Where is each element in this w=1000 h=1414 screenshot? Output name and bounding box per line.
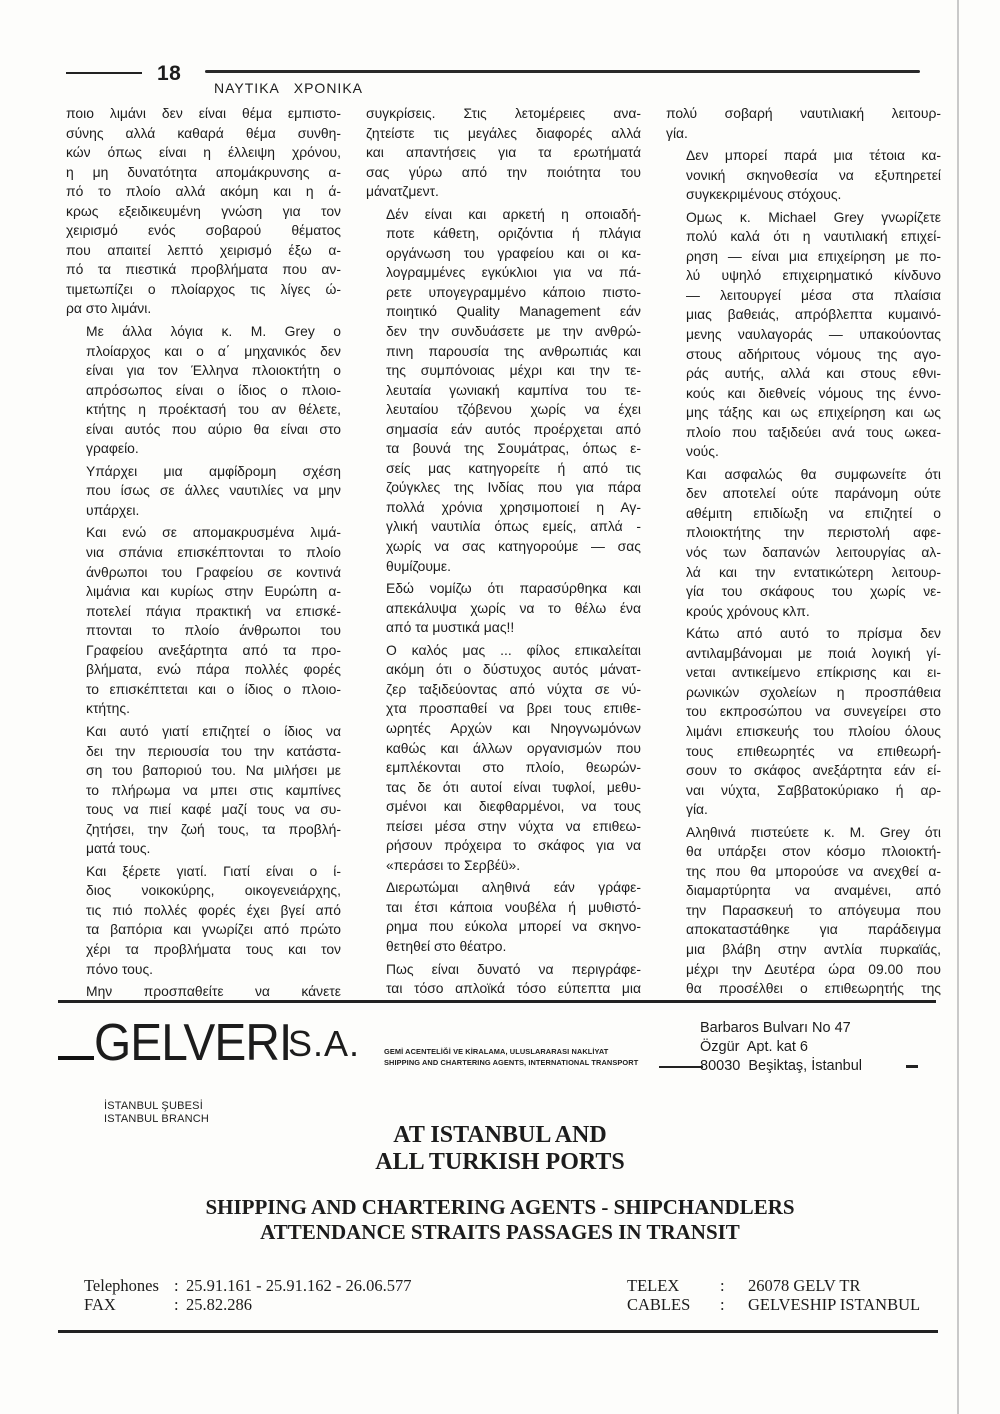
text-line: μιας βαθειάς, απρόβλεπτα κυμαινό- <box>686 306 941 323</box>
text-line: σας γύρω από την ποιότητα του <box>366 163 641 180</box>
article-paragraph <box>366 641 641 876</box>
text-line: καθώς και άλλων οργανισμών που <box>386 739 641 756</box>
contacts-phone-fax <box>84 1277 412 1314</box>
contact-value: 25.91.161 - 25.91.162 - 26.06.577 <box>186 1276 412 1295</box>
text-line: ποιητικό Quality Management εάν <box>386 303 641 320</box>
text-line: χειρισμό ενός σοβαρού θέματος <box>66 222 341 239</box>
text-line: Διερωτώμαι αληθινά εάν γράφε- <box>386 879 641 896</box>
text-line: πό τα πιεστικά προβλήματα που αν- <box>66 261 341 278</box>
text-line: — λειτουργεί μέσα στα πλαίσια <box>686 286 941 303</box>
text-line: πολύ καλά ότι η ναυτιλιακή επιχεί- <box>686 228 941 245</box>
article-paragraph <box>366 205 641 576</box>
ad-rule-top <box>58 1000 936 1003</box>
text-line: συγκεκριμένους στόχους. <box>686 186 842 203</box>
text-line: Πως είναι δυνατό να περιγράφε- <box>386 960 641 977</box>
article-paragraph <box>66 104 341 319</box>
text-line: ρα στο λιμάνι. <box>66 300 152 317</box>
text-line: μια βλάβη στην αντλία πυρκαϊάς, <box>686 940 941 957</box>
address-line: 80030 Beşiktaş, İstanbul <box>700 1058 863 1074</box>
text-line: νός των δαπανών λειτουργίας αλ- <box>686 544 941 561</box>
branch-turkish: İSTANBUL ŞUBESİ <box>104 1100 203 1112</box>
tagline-english: SHIPPING AND CHARTERING AGENTS, INTERNATIONAL TRANSPORT <box>384 1058 639 1067</box>
text-line: γία. <box>686 801 708 818</box>
text-line: άνθρωποι του Γραφείου σε κοντινά <box>86 563 341 580</box>
text-line: η μη δυνατότητα απομάκρυνσης α- <box>66 163 341 180</box>
text-line: ποτε κάθετη, οριζόντια ή πλάγια <box>386 225 641 242</box>
tagline-turkish: GEMİ ACENTELİĞİ VE KİRALAMA, ULUSLARARASI NAKLİYAT <box>384 1047 609 1056</box>
text-line: ζερ ταξιδεύοντας από νύχτα σε νύ- <box>386 680 641 697</box>
text-line: ρηση — είναι μια επιχείρηση με πο- <box>686 247 941 264</box>
text-line: εμπλέκονται στο πλοίο, θεωρών- <box>386 759 641 776</box>
text-line: που απαιτεί λεπτό χειρισμό έξω α- <box>66 241 341 258</box>
text-line: οργάνωση του γραφείου και οι κα- <box>386 244 641 261</box>
text-line: γία του σκάφους του χωρίς νε- <box>686 583 941 600</box>
address-line: Barbaros Bulvarı No 47 <box>700 1020 851 1036</box>
text-line: λιμάνια και κυρίως στην Ευρώπη α- <box>86 583 341 600</box>
contact-label: CABLES <box>627 1294 691 1314</box>
text-line: θα προσέλθει ο επιθεωρητής της <box>686 980 941 997</box>
headline-line: SHIPPING AND CHARTERING AGENTS - SHIPCHANDLERS <box>205 1195 795 1219</box>
text-line: λύ υψηλό επιχειρηματικό κίνδυνο <box>686 267 941 284</box>
contact-colon: : <box>174 1294 179 1314</box>
text-line: μάνατζμεντ. <box>366 183 439 200</box>
text-line: τους να πιεί καφέ μαζί τους να συ- <box>86 801 341 818</box>
text-line: ακόμη ότι ο δύστυχος αυτός μάνατ- <box>386 661 641 678</box>
company-logo: GELVERI <box>94 1014 292 1072</box>
article-paragraph <box>66 722 341 859</box>
article-paragraph <box>66 322 341 459</box>
header-rule-left <box>66 72 142 74</box>
text-line: απεκάλυψα χωρίς να το θέλω ένα <box>386 599 641 616</box>
text-line: τα βαπόρια και γνωρίζει από πρώτο <box>86 921 341 938</box>
text-line: χέρι τα προβλήματα τους και τον <box>86 940 341 957</box>
text-line: λευταίου τζόβενου χωρίς να έχει <box>386 401 641 418</box>
article-paragraph <box>66 862 341 979</box>
text-line: που ίσως σε άλλες ναυτιλίες να μην <box>86 482 341 499</box>
contact-colon: : <box>720 1276 725 1295</box>
text-line: είναι για τον Έλληνα πλοιοκτήτη ο <box>86 362 341 379</box>
text-line: νια σπάνια επισκέπτονται το πλοίο <box>86 544 341 561</box>
headline-line: AT ISTANBUL AND <box>393 1122 607 1148</box>
contacts-telex-cables <box>627 1277 920 1314</box>
text-line: τις πιό πολλές φορές έχει βγεί από <box>86 901 341 918</box>
text-line: ται τόσο απλοϊκά τόσο εύπεπτα μια <box>386 980 641 997</box>
text-line: λογραμμένες εγκύκλιοι για να πά- <box>386 264 641 281</box>
text-line: ρημα που εύκολα μπορεί να σκηνο- <box>386 918 641 935</box>
text-line: υπάρχει. <box>86 501 140 518</box>
contact-colon: : <box>174 1276 179 1295</box>
text-line: σημασία εάν αυτός προέρχεται από <box>386 420 641 437</box>
ad-headline-services <box>0 1195 1000 1245</box>
text-line: θα υπάρξει στον κόσμο πλοιοκτή- <box>686 843 941 860</box>
contact-row-cables <box>627 1296 920 1315</box>
text-line: απρόσωπος είναι ο ίδιος ο πλοιο- <box>86 381 341 398</box>
headline-line: ATTENDANCE STRAITS PASSAGES IN TRANSIT <box>260 1220 740 1244</box>
text-line: πείσει μέσα στην νύχτα να επιθεω- <box>386 817 641 834</box>
article-paragraph <box>666 104 941 143</box>
contact-value: 26078 GELV TR <box>748 1276 861 1295</box>
text-line: ζητείστε τις μεγάλες διαφορές αλλά <box>366 124 641 141</box>
text-line: το πλήρωμα να μπει στις καμπίνες <box>86 781 341 798</box>
text-line: πινη παρουσία της ανθρωπιάς και <box>386 342 641 359</box>
article-paragraph <box>66 523 341 718</box>
text-line: αντιλαμβάνομαι με ποιά λογική γί- <box>686 644 941 661</box>
text-line: από τα μυστικά μας!! <box>386 619 515 636</box>
text-line: διος νοικοκύρης, οικογενειάρχης, <box>86 882 341 899</box>
text-line: πλοίο που ταξιδεύει ανά τους ωκεα- <box>686 423 941 440</box>
text-line: ωρητές Αρχών και Νηογνωμόνων <box>386 719 641 736</box>
publication-title: ΝΑΥΤΙΚΑ ΧΡΟΝΙΚΑ <box>214 80 364 96</box>
article-paragraph <box>66 982 341 1002</box>
text-line: του εκπροσώπου να συνεγείρει στο <box>686 703 941 720</box>
text-line: νεται αντικείμενο επίκρισης και ει- <box>686 664 941 681</box>
text-line: πολλά χρόνια χρησιμοποιεί η Αγ- <box>386 498 641 515</box>
text-line: είναι αυτός που αύριο θα είναι στο <box>86 420 341 437</box>
contact-label: FAX <box>84 1294 116 1314</box>
article-paragraph <box>366 104 641 202</box>
text-line: Ο καλός μας ... φίλος επικαλείται <box>386 641 641 658</box>
contact-value: GELVESHIP ISTANBUL <box>748 1294 921 1314</box>
text-line: ναι νύχτα, Σαββατοκύριακο ή αρ- <box>686 781 941 798</box>
header-rule-right <box>205 70 920 73</box>
text-line: σείς μας κατηγορείτε ή από τις <box>386 459 641 476</box>
text-line: γία. <box>666 124 688 141</box>
text-line: αθέμιτη επιδίωξη να επιζητεί ο <box>686 504 941 521</box>
text-line: χωρίς να σας κατηγορούμε — σας <box>386 538 641 555</box>
text-line: ση του βαποριού του. Να μιλήσει με <box>86 762 341 779</box>
logo-underline-bar <box>58 1056 94 1060</box>
text-line: θετηθεί στο θέατρο. <box>386 937 507 954</box>
text-line: κών όπως είναι η έλλειψη χρόνου, <box>66 144 341 161</box>
article-paragraph <box>666 823 941 999</box>
text-line: ποτελεί πάγια πρακτική να επισκέ- <box>86 602 341 619</box>
text-line: τιμετωπίζει ο πλοίαρχος τις λίγες ώ- <box>66 280 341 297</box>
article-paragraph <box>366 579 641 638</box>
ad-rule-bottom <box>58 1330 938 1333</box>
article-paragraph <box>666 465 941 621</box>
text-line: δεν αποτελεί ούτε παράνομη ούτε <box>686 485 941 502</box>
text-line: χτα προσπαθεί να βρει τους επιθε- <box>386 700 641 717</box>
text-line: το επισκέπτεται και ο ίδιος ο πλοιο- <box>86 680 341 697</box>
text-line: κτήτης. <box>86 700 130 717</box>
text-line: Και αυτό γιατί επιζητεί ο ίδιος να <box>86 722 341 739</box>
text-line: μης τάξης και ως επιχείρηση και ως <box>686 404 941 421</box>
address-rule-right <box>906 1065 918 1068</box>
text-line: Δεν μπορεί παρά μια τέτοια κα- <box>686 147 941 164</box>
text-line: της που θα μπορούσε να ανεχθεί α- <box>686 862 941 879</box>
address-line: Özgür Apt. kat 6 <box>700 1039 808 1055</box>
article-column-3 <box>666 104 941 999</box>
text-line: διαμαρτύρητα να αναμένει, από <box>686 882 941 899</box>
text-line: βλήματα, ενώ πάρα πολλές φορές <box>86 661 341 678</box>
text-line: πλοίαρχος και ο α΄ μηχανικός δεν <box>86 342 341 359</box>
text-line: γλική ναυτιλία όπως εμείς, απλά - <box>386 518 641 535</box>
text-line: κτήτης η προέκτασή του αν θέλετε, <box>86 401 341 418</box>
page-number: 18 <box>157 62 182 85</box>
contact-row-telex <box>627 1277 920 1296</box>
article-paragraph <box>66 462 341 521</box>
article-paragraph <box>666 146 941 205</box>
address-rule-left <box>659 1066 703 1068</box>
text-line: Εδώ νομίζω ότι παρασύρθηκα και <box>386 580 641 597</box>
text-line: σμένοι και διεφθαρμένοι, να τους <box>386 798 641 815</box>
text-line: λευταία γωνιακή καμπίνα του τε- <box>386 381 641 398</box>
text-line: Με άλλα λόγια κ. Μ. Grey ο <box>86 323 341 340</box>
text-line: Ομως κ. Michael Grey γνωρίζετε <box>686 208 941 225</box>
contact-label: TELEX <box>627 1276 680 1295</box>
contact-colon: : <box>720 1294 725 1314</box>
text-line: πό το πλοίο αλλά ακόμη και η ά- <box>66 183 341 200</box>
text-line: Και ενώ σε απομακρυσμένα λιμά- <box>86 524 341 541</box>
text-line: θυμίζουμε. <box>386 557 451 574</box>
text-line: κούς και διεθνείς νόμους της έννο- <box>686 384 941 401</box>
text-line: γραφείο. <box>86 440 139 457</box>
text-line: συγκρίσεις. Στις λετομέρειες ανα- <box>366 105 641 121</box>
article-paragraph <box>366 878 641 956</box>
text-line: της συμπόνοιας μέχρι και την τε- <box>386 362 641 379</box>
article-paragraph <box>666 208 941 462</box>
ad-headline-ports <box>0 1122 1000 1176</box>
contact-row-telephones <box>84 1277 412 1296</box>
text-line: Δέν είναι και αρκετή η οποιαδή- <box>386 205 641 222</box>
text-line: τα βουνά της Σουμάτρας, όπως ε- <box>386 440 641 457</box>
text-line: την Παρασκευή το απόγευμα που <box>686 901 941 918</box>
contact-label: Telephones <box>84 1276 159 1295</box>
branch-english: ISTANBUL BRANCH <box>104 1113 210 1125</box>
text-line: ρετε υπογεγραμμένο κάποιο πιστο- <box>386 283 641 300</box>
text-line: τους επιθεωρητές να επιθεωρή- <box>686 742 941 759</box>
text-line: Υπάρχει μια αμφίδρομη σχέση <box>86 462 341 479</box>
text-line: σουν το σκάφος ανεξάρτητα εάν εί- <box>686 762 941 779</box>
text-line: Και ξέρετε γιατί. Γιατί είναι ο ί- <box>86 862 341 879</box>
article-column-1 <box>66 104 341 1002</box>
text-line: ράς αυτής, αλλά και στους εθνι- <box>686 365 941 382</box>
text-line: κρούς χρόνους κλπ. <box>686 602 810 619</box>
text-line: μέχρι την Δευτέρα ώρα 09.00 που <box>686 960 941 977</box>
text-line: τας δε ότι αυτοί είναι τυφλοί, μεθυ- <box>386 778 641 795</box>
contact-value: 25.82.286 <box>186 1294 252 1314</box>
text-line: ματά τους. <box>86 840 151 857</box>
text-line: Και ασφαλώς θα συμφωνείτε ότι <box>686 465 941 482</box>
text-line: πόνο τους. <box>86 960 154 977</box>
text-line: νονική σκηνοθεσία να εξυπηρετεί <box>686 166 941 183</box>
text-line: στους αδήριτους νόμους της αγο- <box>686 345 941 362</box>
text-line: δει την περιουσία του την κατάστα- <box>86 742 341 759</box>
text-line: Μην προσπαθείτε να κάνετε <box>86 983 341 1000</box>
company-logo-suffix: S.A. <box>288 1023 361 1064</box>
text-line: δεν την συνδυάσετε με την ανθρώ- <box>386 323 641 340</box>
headline-line: ALL TURKISH PORTS <box>375 1149 625 1175</box>
text-line: «περάσει το Σερβέϋ». <box>386 856 521 873</box>
article-column-2 <box>366 104 641 999</box>
text-line: λά και την εντατικώτερη λειτουρ- <box>686 563 941 580</box>
text-line: ζούγκλες της Ινδίας που για πάρα <box>386 479 641 496</box>
text-line: Αληθινά πιστεύετε κ. Μ. Grey ότι <box>686 823 941 840</box>
text-line: ποιο λιμάνι δεν είναι θέμα εμπιστο- <box>66 105 341 121</box>
text-line: σύνης αλλά καθαρά θέμα συνθη- <box>66 124 341 141</box>
article-paragraph <box>366 960 641 999</box>
text-line: και απαντήσεις για τα ερωτήματά <box>366 144 641 161</box>
company-tagline <box>384 1046 638 1068</box>
article-paragraph <box>666 624 941 819</box>
text-line: νούς. <box>686 443 719 460</box>
text-line: Κάτω από αυτό το πρίσμα δεν <box>686 625 941 642</box>
text-line: ρωνικών σχολείων η προσπάθεια <box>686 683 941 700</box>
text-line: ται έτσι κάποια νουβέλα ή μυθιστό- <box>386 898 641 915</box>
text-line: αποκαταστάθηκε για παράδειγμα <box>686 921 941 938</box>
text-line: λιμάνι επισκευής του πλοίου όλους <box>686 722 941 739</box>
text-line: ζητήσει, την ζωή τους, τα προβλή- <box>86 820 341 837</box>
text-line: Γραφείου ανεξάρτητα από τα προ- <box>86 641 341 658</box>
contact-row-fax <box>84 1296 412 1315</box>
text-line: πλοιοκτήτης την περιστολή αφε- <box>686 524 941 541</box>
text-line: ρήσουν πρόχειρα το σκάφος για να <box>386 837 641 854</box>
text-line: κρως εξειδικευμένη γνώση για τον <box>66 202 341 219</box>
text-line: πολύ σοβαρή ναυτιλιακή λειτουρ- <box>666 105 941 121</box>
text-line: μενης ναυλαγοράς — υπακούοντας <box>686 326 941 343</box>
company-address <box>700 1019 862 1076</box>
text-line: πτονται το πλοίο άνθρωποι του <box>86 622 341 639</box>
